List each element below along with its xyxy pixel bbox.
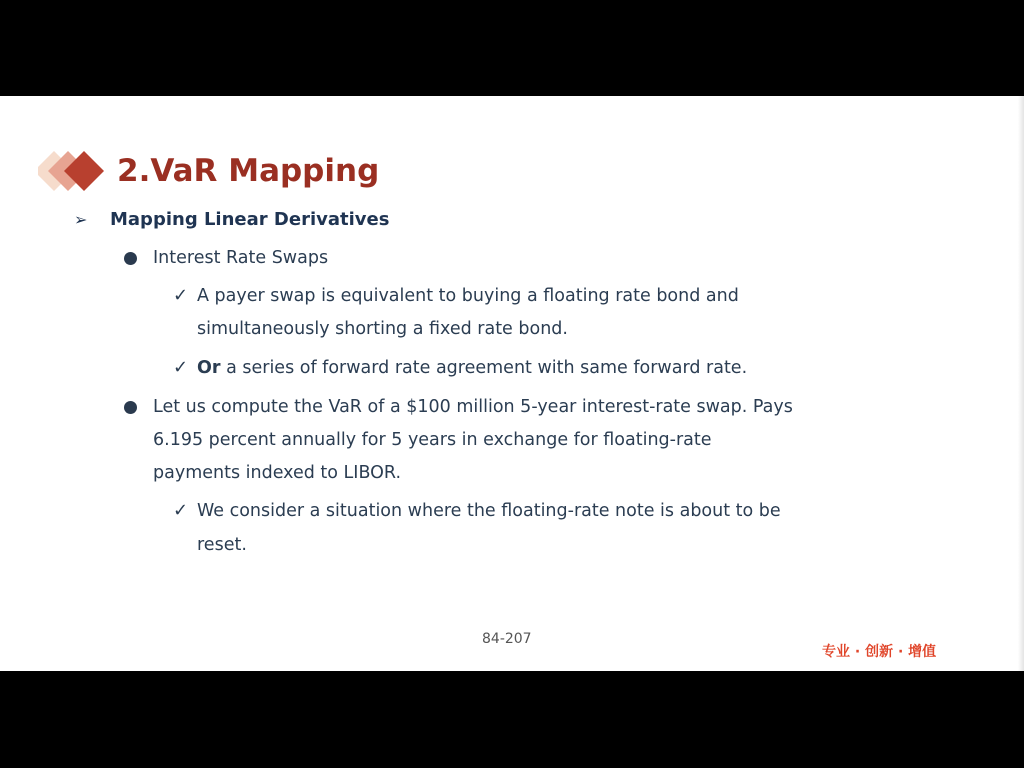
filled-circle-bullet-icon [124, 401, 137, 414]
slide [0, 96, 1024, 671]
subitem-bold-prefix: Or [197, 358, 221, 378]
subitem-text [197, 355, 747, 381]
checkmark-icon: ✓ [173, 357, 189, 378]
page-number: 84-207 [482, 631, 532, 647]
subitem-text: reset. [197, 535, 247, 555]
brand-slogan: 专业 · 创新 · 增值 [822, 644, 937, 660]
section-heading-text: Mapping Linear Derivatives [110, 209, 390, 230]
subitem-text: We consider a situation where the floating-rate note is about to be [197, 501, 781, 521]
bullet-text: payments indexed to LIBOR. [153, 463, 402, 483]
diamond-stack-icon [38, 151, 110, 191]
checkmark-icon: ✓ [173, 500, 189, 521]
slide-edge-shadow [1018, 96, 1024, 671]
bullet-text-interest-rate-swaps: Interest Rate Swaps [153, 248, 329, 268]
slide-title: 2.VaR Mapping [117, 153, 380, 189]
bullet-text: 6.195 percent annually for 5 years in exchange for floating-rate [153, 430, 712, 450]
arrowhead-bullet-icon: ➢ [74, 210, 88, 229]
bullet-text: Let us compute the VaR of a $100 million 5-year interest-rate swap. Pays [153, 397, 793, 417]
subitem-text: A payer swap is equivalent to buying a floating rate bond and [197, 286, 739, 306]
subitem-text: simultaneously shorting a fixed rate bond. [197, 319, 568, 339]
subitem-rest-text: a series of forward rate agreement with same forward rate. [220, 358, 748, 378]
checkmark-icon: ✓ [173, 285, 189, 306]
filled-circle-bullet-icon [124, 252, 137, 265]
